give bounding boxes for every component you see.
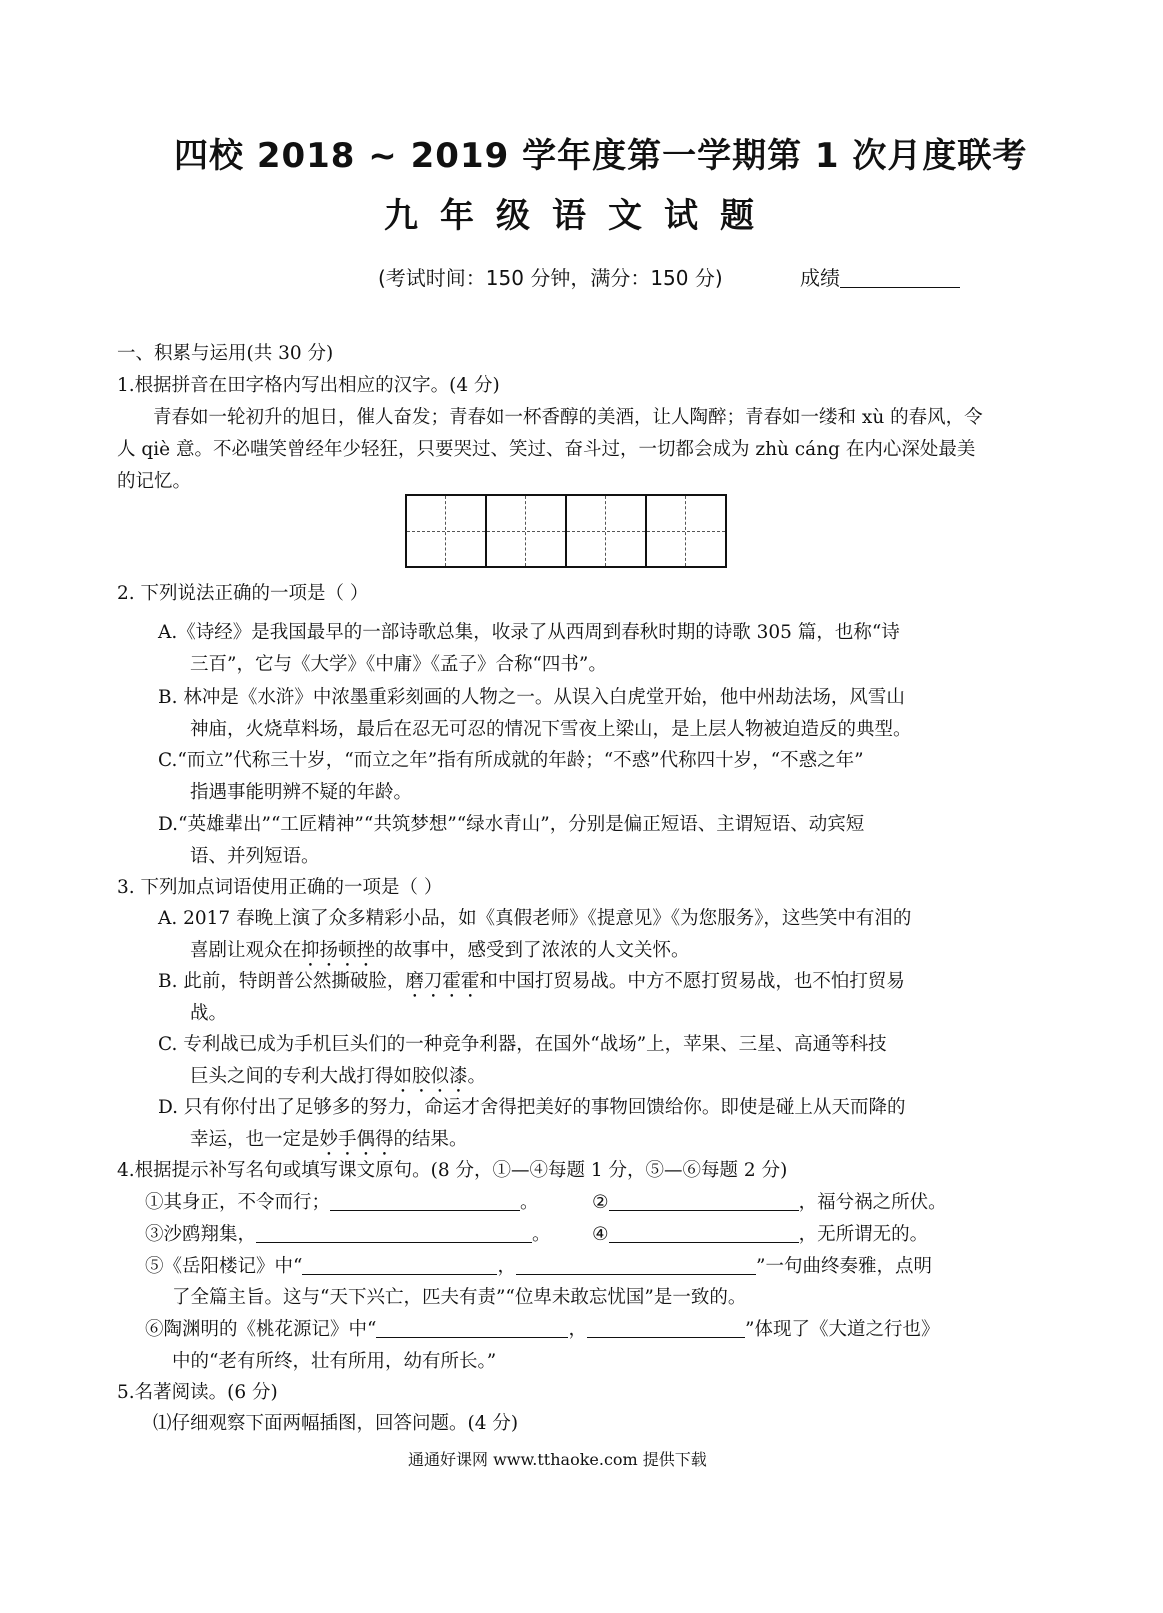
q3-option-a-line1: A. 2017 春晚上演了众多精彩小品，如《真假老师》《提意见》《为您服务》，这些笑中有泪的 bbox=[158, 908, 912, 929]
q4-item-5-end: ”一句曲终奏雅，点明 bbox=[755, 1256, 932, 1277]
q3-c-dotted-term: 如胶似漆 bbox=[393, 1066, 468, 1087]
q4-item-3-text: ③沙鸥翔集， bbox=[145, 1224, 257, 1245]
score-label bbox=[800, 262, 960, 291]
q4-item-2-blank[interactable] bbox=[609, 1190, 799, 1211]
q4-item-5-line2: 了全篇主旨。这与“天下兴亡，匹夫有责”“位卑未敢忘忧国”是一致的。 bbox=[172, 1287, 747, 1308]
q3-c-text-pre: 巨头之间的专利大战打得 bbox=[190, 1066, 394, 1087]
q4-item-3-end: 。 bbox=[532, 1224, 551, 1245]
q1-passage-line3: 的记忆。 bbox=[117, 471, 192, 492]
q4-item-1-blank[interactable] bbox=[330, 1190, 520, 1211]
q4-item-4 bbox=[592, 1219, 928, 1250]
tianzige-grid[interactable] bbox=[405, 494, 727, 568]
q1-passage-line2: 人 qiè 意。不必嗤笑曾经年少轻狂，只要哭过、笑过、奋斗过，一切都会成为 zhù cáng 在内心深处最美 bbox=[117, 439, 976, 460]
q4-item-3-blank[interactable] bbox=[256, 1222, 532, 1243]
q4-item-4-num: ④ bbox=[592, 1224, 609, 1245]
tianzige-cell[interactable] bbox=[645, 496, 725, 566]
q4-item-1 bbox=[145, 1187, 539, 1218]
q3-a-text-post: 的故事中，感受到了浓浓的人文关怀。 bbox=[375, 940, 690, 961]
q5-sub1: ⑴仔细观察下面两幅插图，回答问题。(4 分) bbox=[153, 1413, 519, 1434]
q3-b-text-pre: B. 此前，特朗普公然撕破脸， bbox=[158, 971, 406, 992]
q2-option-c-line2: 指遇事能明辨不疑的年龄。 bbox=[190, 782, 413, 803]
q3-d-dotted-term: 妙手偶得 bbox=[319, 1129, 394, 1150]
q3-a-dotted-term: 抑扬顿挫 bbox=[301, 940, 376, 961]
q2-option-c-line1: C.“而立”代称三十岁，“而立之年”指有所成就的年龄；“不惑”代称四十岁，“不惑之年” bbox=[158, 750, 864, 771]
q2-option-a-line2: 三百”，它与《大学》《中庸》《孟子》合称“四书”。 bbox=[190, 654, 607, 675]
q4-item-5-blank-2[interactable] bbox=[516, 1254, 756, 1275]
q2-option-b-line1: B. 林冲是《水浒》中浓墨重彩刻画的人物之一。从误入白虎堂开始，他中州劫法场，风雪山 bbox=[158, 687, 905, 708]
q4-item-5-text: ⑤《岳阳楼记》中“ bbox=[145, 1256, 303, 1277]
score-blank[interactable] bbox=[840, 267, 960, 288]
q4-item-6-blank-2[interactable] bbox=[587, 1317, 745, 1338]
exam-subtitle: 九年级语文试题 bbox=[384, 196, 776, 236]
q4-item-5-blank-1[interactable] bbox=[302, 1254, 497, 1275]
exam-info: (考试时间：150 分钟，满分：150 分) bbox=[378, 266, 723, 290]
q3-b-dotted-term: 磨刀霍霍 bbox=[405, 971, 480, 992]
q3-option-b-line2: 战。 bbox=[190, 1003, 228, 1024]
q3-option-b-line1 bbox=[158, 966, 905, 1002]
q4-item-4-text: ，无所谓无的。 bbox=[798, 1224, 929, 1245]
page-footer: 通通好课网 www.tthaoke.com 提供下载 bbox=[408, 1450, 707, 1469]
q3-prompt: 3. 下列加点词语使用正确的一项是（ ） bbox=[117, 877, 443, 898]
exam-title: 四校 2018 ~ 2019 学年度第一学期第 1 次月度联考 bbox=[174, 136, 1028, 176]
section-1-heading: 一、积累与运用(共 30 分) bbox=[117, 343, 334, 364]
q2-option-d-line2: 语、并列短语。 bbox=[190, 846, 320, 867]
q2-prompt: 2. 下列说法正确的一项是（ ） bbox=[117, 583, 369, 604]
q4-prompt: 4.根据提示补写名句或填写课文原句。(8 分，①—④每题 1 分，⑤—⑥每题 2 分) bbox=[117, 1160, 788, 1181]
tianzige-cell[interactable] bbox=[407, 496, 485, 566]
q4-item-3 bbox=[145, 1219, 551, 1250]
q4-item-4-blank[interactable] bbox=[609, 1222, 799, 1243]
q3-b-text-post: 和中国打贸易战。中方不愿打贸易战，也不怕打贸易 bbox=[479, 971, 905, 992]
q4-item-5 bbox=[145, 1251, 932, 1282]
q3-option-d-line1: D. 只有你付出了足够多的努力，命运才舍得把美好的事物回馈给你。即使是碰上从天而降的 bbox=[158, 1097, 906, 1118]
q2-option-b-line2: 神庙，火烧草料场，最后在忍无可忍的情况下雪夜上梁山，是上层人物被迫造反的典型。 bbox=[190, 719, 912, 740]
q3-option-c-line1: C. 专利战已成为手机巨头们的一种竞争利器，在国外“战场”上，苹果、三星、高通等科技 bbox=[158, 1034, 887, 1055]
q4-item-6 bbox=[145, 1314, 939, 1345]
q4-item-2-num: ② bbox=[592, 1192, 609, 1213]
q4-item-6-text: ⑥陶渊明的《桃花源记》中“ bbox=[145, 1319, 377, 1340]
q4-item-1-text: ①其身正，不令而行； bbox=[145, 1192, 331, 1213]
q4-item-6-line2: 中的“老有所终，壮有所用，幼有所长。” bbox=[172, 1351, 497, 1372]
q4-item-2 bbox=[592, 1187, 947, 1218]
q4-item-2-text: ，福兮祸之所伏。 bbox=[798, 1192, 947, 1213]
q3-d-text-post: 的结果。 bbox=[393, 1129, 468, 1150]
q5-prompt: 5.名著阅读。(6 分) bbox=[117, 1382, 278, 1403]
tianzige-cell[interactable] bbox=[485, 496, 565, 566]
tianzige-cell[interactable] bbox=[565, 496, 645, 566]
score-text: 成绩 bbox=[800, 266, 840, 290]
q1-prompt: 1.根据拼音在田字格内写出相应的汉字。(4 分) bbox=[117, 375, 500, 396]
q4-item-6-blank-1[interactable] bbox=[376, 1317, 568, 1338]
q2-option-a-line1: A.《诗经》是我国最早的一部诗歌总集，收录了从西周到春秋时期的诗歌 305 篇，也称“诗 bbox=[158, 622, 900, 643]
q4-item-6-sep: ， bbox=[568, 1319, 587, 1340]
q3-c-text-post: 。 bbox=[467, 1066, 487, 1087]
q2-option-d-line1: D.“英雄辈出”“工匠精神”“共筑梦想”“绿水青山”，分别是偏正短语、主谓短语、动宾短 bbox=[158, 814, 865, 835]
q3-d-text-pre: 幸运，也一定是 bbox=[190, 1129, 320, 1150]
q4-item-1-end: 。 bbox=[520, 1192, 539, 1213]
q1-passage-line1: 青春如一轮初升的旭日，催人奋发；青春如一杯香醇的美酒，让人陶醉；青春如一缕和 xù 的春风，令 bbox=[153, 407, 983, 428]
q3-a-text-pre: 喜剧让观众在 bbox=[190, 940, 302, 961]
q4-item-5-sep: ， bbox=[497, 1256, 516, 1277]
q4-item-6-end: ”体现了《大道之行也》 bbox=[744, 1319, 940, 1340]
